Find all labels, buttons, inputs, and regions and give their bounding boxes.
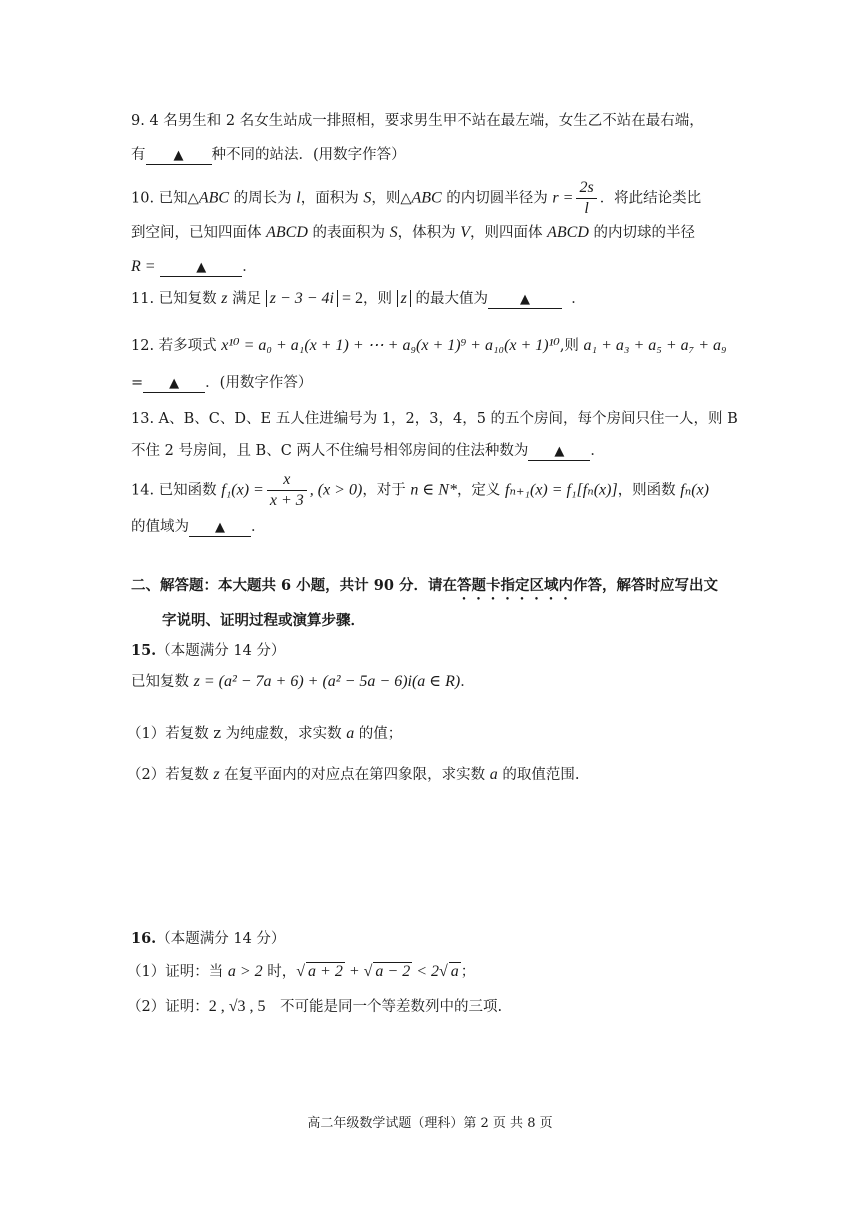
math-var: l [296,189,301,207]
math-var: ABC [198,189,230,207]
q10-text: 到空间，已知四面体 [131,225,267,241]
answer-blank [160,258,242,277]
math-var: S [389,224,398,241]
triangle-icon: ▲ [554,444,565,459]
answer-blank [143,374,205,393]
q11-text: ． [571,291,586,307]
q12-line1 [131,335,727,357]
q15-text: 在复平面内的对应点在第四象限，求实数 [219,767,490,783]
q11-text: ，则 [363,291,397,307]
answer-blank [146,146,212,165]
q13-line2 [131,440,605,462]
q11-text: 11. 已知复数 [131,291,222,307]
q10-text: ．将此结论类比 [599,190,702,207]
q10-text: ． [242,259,257,275]
q10-text: 10. 已知△ [131,190,199,207]
q15-statement [131,671,475,693]
section-heading-text: 字说明、证明过程或演算步骤． [162,612,365,629]
fraction-denominator: l [584,200,589,217]
section-heading-text: 作答，解答时应写出文 [572,577,718,594]
triangle-icon: ▲ [215,520,225,535]
triangle-icon: ▲ [196,260,207,275]
q9-line1 [131,110,704,132]
q10-line3 [131,256,257,278]
math-var: ABCD [266,224,308,241]
q16-part1 [127,961,475,983]
math-inequality: √ a + 2 + √ a − 2 < 2√ a [296,963,459,980]
math-var: V [460,224,470,241]
q14-text: ，对于 [362,482,411,499]
q14-text: ． [251,519,266,535]
q15-text: 的值； [354,726,403,742]
answer-blank [528,442,590,461]
q12-text: = [131,375,144,391]
math-abs-expr: z [397,290,411,307]
q10-line2 [131,222,695,244]
q12-text: ,则 [559,338,584,354]
q13-text: ． [590,443,605,459]
q14-line1 [131,470,709,511]
math-var: ABC [411,189,442,207]
q10-text: ，则△ [371,190,412,207]
math-expr: , (x > 0) [309,481,363,499]
q11-text: 满足 [227,291,266,307]
q16-text: 时， [262,964,297,980]
q13-text: 13. A、B、C、D、E 五人住进编号为 1，2，3，4，5 的五个房间，每个房间只住一人，则 B [131,411,738,427]
q10-text: 的表面积为 [307,225,390,241]
triangle-icon: ▲ [173,148,184,163]
q10-text: ，则四面体 [470,225,548,241]
fraction [576,178,596,219]
math-var: a [489,766,498,783]
q14-text: ，定义 [456,482,506,499]
q10-line1 [131,178,701,219]
q15-text: 已知复数 [131,674,194,690]
math-expr: fₙ(x) [680,481,709,499]
math-expr: fₙ₊₁(x) = f₁[fₙ(x)] [505,481,618,499]
q15-text: （2）若复数 [127,767,214,783]
q13-text: 不住 2 号房间，且 B、C 两人不住编号相邻房间的住法种数为 [131,443,529,459]
question-number: 15. [131,642,157,659]
q11-line [131,288,586,310]
fraction [267,470,307,511]
fraction-numerator: x [267,470,307,491]
q9-line2 [131,144,406,166]
q12-line2 [131,372,312,394]
q9-text-pre: 有 [131,147,146,163]
q15-text: 的取值范围. [497,767,580,783]
q12-text: ．(用数字作答） [205,375,313,391]
q14-line2 [131,516,266,538]
q16-text: ； [460,964,476,980]
fraction-denominator: x + 3 [269,492,304,509]
q16-part2 [127,996,502,1018]
math-var: a [346,725,355,742]
math-expr: n ∈ N* [410,481,457,499]
math-expr: 2 , √3 , 5 [208,998,266,1015]
q14-text: 的值域为 [131,519,189,535]
question-number: 16. [131,930,157,947]
q16-text: （2）证明： [127,999,209,1015]
q14-text: ，则函数 [617,482,681,499]
q9-text: 9. 4 名男生和 2 名女生站成一排照相，要求男生甲不站在最左端，女生乙不站在最右端， [131,113,704,129]
q15-header [131,640,285,662]
q15-part1 [127,723,402,745]
section-heading-line2 [162,610,365,632]
q14-text: 14. 已知函数 [131,482,222,499]
math-expr: z = (a² − 7a + 6) + (a² − 5a − 6)i(a ∈ R) [193,673,461,690]
math-expr: R = [131,258,156,275]
triangle-icon: ▲ [519,292,530,307]
q13-line1 [131,408,738,430]
q10-text: 的内切圆半径为 [441,190,553,207]
q12-text: 12. 若多项式 [131,338,222,354]
q9-text-post: 种不同的站法．(用数字作答） [211,147,406,163]
triangle-icon: ▲ [169,376,180,391]
q16-header [131,928,285,950]
question-score: （本题满分 14 分） [156,643,286,659]
math-expr: r = [552,189,574,207]
math-expr: a > 2 [227,963,263,980]
section-heading-emphasis: 答题卡指定区域内 [456,577,573,594]
q16-text: （1）证明：当 [127,964,228,980]
q10-text: ，体积为 [397,225,461,241]
q10-text: 的内切球的半径 [588,225,695,241]
section-heading-text: 二、解答题：本大题共 6 小题，共计 90 分．请在 [131,577,457,594]
q15-text: ． [460,674,475,690]
question-score: （本题满分 14 分） [156,931,286,947]
fraction-numerator: 2s [576,178,596,199]
math-expr: = 2 [338,290,364,307]
math-expr: f₁(x) = [221,481,264,499]
math-expr: a₁ + a₃ + a₅ + a₇ + a₉ [583,337,727,354]
math-var: z [221,290,228,307]
q10-text: 的周长为 [229,190,297,207]
answer-blank [488,290,562,309]
math-abs-expr: z − 3 − 4i [266,290,338,307]
math-expr: x¹⁰ = a₀ + a₁(x + 1) + ⋯ + a₉(x + 1)⁹ + a₁₀(x + 1)¹⁰ [221,337,560,354]
q15-part2 [127,764,580,786]
q10-text: ，面积为 [300,190,364,207]
q11-text: 的最大值为 [410,291,488,307]
math-var: S [363,189,372,207]
page-footer: 高二年级数学试题（理科）第 2 页 共 8 页 [307,1116,553,1131]
math-var: ABCD [547,224,589,241]
math-var: z [213,766,220,783]
section-heading [131,575,718,603]
q16-text: 不可能是同一个等差数列中的三项. [265,999,503,1015]
q15-text: （1）若复数 z 为纯虚数，求实数 [127,726,347,742]
answer-blank [189,518,251,537]
